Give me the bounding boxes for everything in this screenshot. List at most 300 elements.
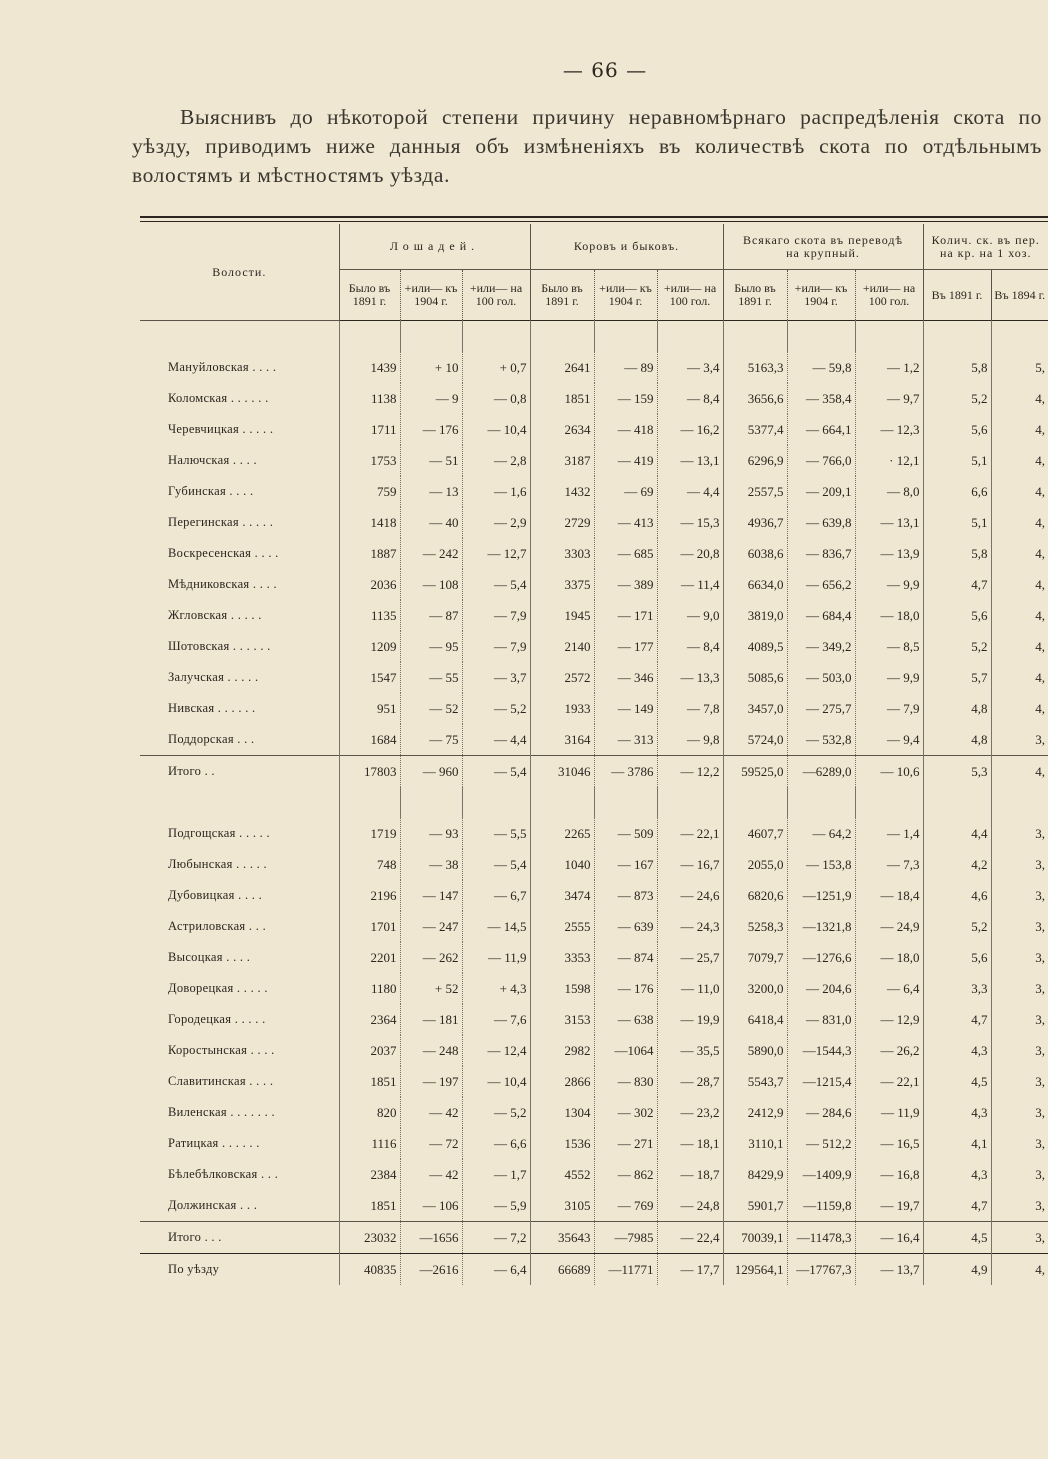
cell-c100: — 28,7: [657, 1066, 723, 1097]
cell-p91: 5,2: [923, 631, 991, 662]
cell-p94: 4,: [991, 631, 1048, 662]
cell-a91: 6038,6: [723, 538, 787, 569]
cell-c91: 4552: [530, 1159, 594, 1190]
volost-name: Налючская . . . .: [168, 453, 257, 467]
cell-a91: 5543,7: [723, 1066, 787, 1097]
cell-h100: — 2,9: [462, 507, 530, 538]
group-1-total: [140, 756, 1048, 788]
cell-a91: 59525,0: [723, 756, 787, 788]
cell-c91: 3187: [530, 445, 594, 476]
cell-c04: — 509: [594, 818, 657, 849]
cell-p94: 3,: [991, 973, 1048, 1004]
table-row: [140, 1097, 1048, 1128]
cell-p94: 3,: [991, 1128, 1048, 1159]
cell-c04: — 389: [594, 569, 657, 600]
table-row: [140, 849, 1048, 880]
cell-c91: 2634: [530, 414, 594, 445]
volost-name: Нивская . . . . . .: [168, 701, 256, 715]
cell-p91: 4,3: [923, 1035, 991, 1066]
cell-h100: — 6,7: [462, 880, 530, 911]
cell-a100: — 18,0: [855, 942, 923, 973]
cell-a91: 5724,0: [723, 724, 787, 756]
table-row: [140, 1190, 1048, 1222]
group-header-all-cattle: Всякаго скота въ переводѣ на крупный.: [723, 224, 923, 270]
cell-p91: 5,8: [923, 352, 991, 383]
volost-name: Любынская . . . . .: [168, 857, 267, 871]
cell-c04: — 638: [594, 1004, 657, 1035]
cell-c04: — 639: [594, 911, 657, 942]
cell-p91: 6,6: [923, 476, 991, 507]
cell-c04: — 769: [594, 1190, 657, 1222]
cell-c04: — 830: [594, 1066, 657, 1097]
cell-c100: — 23,2: [657, 1097, 723, 1128]
cell-a100: — 19,7: [855, 1190, 923, 1222]
cell-p91: 5,6: [923, 414, 991, 445]
cell-a04: — 153,8: [787, 849, 855, 880]
table-row: [140, 662, 1048, 693]
cell-h91: 1439: [339, 352, 400, 383]
cell-p91: 4,7: [923, 1004, 991, 1035]
volost-name: Коростынская . . . .: [168, 1043, 275, 1057]
subheader-all-1891: Было въ 1891 г.: [723, 270, 787, 321]
cell-c04: — 89: [594, 352, 657, 383]
cell-a100: — 22,1: [855, 1066, 923, 1097]
cell-c91: 1432: [530, 476, 594, 507]
cell-a91: 5258,3: [723, 911, 787, 942]
cell-p94: 4,: [991, 445, 1048, 476]
cell-p91: 5,2: [923, 911, 991, 942]
subheader-horses-1891: Было въ 1891 г.: [339, 270, 400, 321]
cell-h04: —1656: [400, 1222, 462, 1254]
cell-c91: 1851: [530, 383, 594, 414]
cell-a04: — 209,1: [787, 476, 855, 507]
cell-c04: — 346: [594, 662, 657, 693]
cell-h04: + 10: [400, 352, 462, 383]
cell-c100: — 35,5: [657, 1035, 723, 1066]
cell-c91: 1933: [530, 693, 594, 724]
cell-p91: 5,1: [923, 445, 991, 476]
cell-h04: — 13: [400, 476, 462, 507]
cell-c100: — 18,1: [657, 1128, 723, 1159]
volost-name: Коломская . . . . . .: [168, 391, 269, 405]
group-header-per-household: Колич. ск. въ пер. на кр. на 1 хоз.: [923, 224, 1048, 270]
cell-h91: 2037: [339, 1035, 400, 1066]
cell-h100: + 4,3: [462, 973, 530, 1004]
cell-a100: — 9,7: [855, 383, 923, 414]
subheader-horses-pct: +или— на 100 гол.: [462, 270, 530, 321]
cell-p91: 4,7: [923, 569, 991, 600]
cell-h04: — 147: [400, 880, 462, 911]
cell-a91: 2055,0: [723, 849, 787, 880]
cell-a04: —17767,3: [787, 1254, 855, 1286]
cell-p94: 4,: [991, 476, 1048, 507]
cell-p91: 3,3: [923, 973, 991, 1004]
cell-h04: — 87: [400, 600, 462, 631]
cell-h100: — 2,8: [462, 445, 530, 476]
cell-c100: — 22,4: [657, 1222, 723, 1254]
cell-c04: — 171: [594, 600, 657, 631]
cell-c100: — 19,9: [657, 1004, 723, 1035]
cell-h04: — 52: [400, 693, 462, 724]
cell-c91: 31046: [530, 756, 594, 788]
cell-a100: — 9,9: [855, 662, 923, 693]
cell-a100: — 11,9: [855, 1097, 923, 1128]
cell-c91: 2866: [530, 1066, 594, 1097]
cell-c100: — 24,8: [657, 1190, 723, 1222]
cell-a04: — 349,2: [787, 631, 855, 662]
cell-c91: 3303: [530, 538, 594, 569]
cell-a04: —1159,8: [787, 1190, 855, 1222]
cell-c04: — 418: [594, 414, 657, 445]
cell-h91: 1887: [339, 538, 400, 569]
cell-a91: 6634,0: [723, 569, 787, 600]
cell-a100: — 9,9: [855, 569, 923, 600]
cell-a91: 4607,7: [723, 818, 787, 849]
page-number: — 66 —: [562, 58, 648, 82]
cell-h91: 759: [339, 476, 400, 507]
cell-p94: 4,: [991, 756, 1048, 788]
cell-c100: — 13,1: [657, 445, 723, 476]
cell-h100: — 5,2: [462, 1097, 530, 1128]
cell-h100: — 12,7: [462, 538, 530, 569]
cell-p91: 4,3: [923, 1159, 991, 1190]
cell-a91: 5890,0: [723, 1035, 787, 1066]
cell-c04: — 159: [594, 383, 657, 414]
cell-a04: — 836,7: [787, 538, 855, 569]
total-row: [140, 1222, 1048, 1254]
group-2-total: [140, 1222, 1048, 1254]
cell-c91: 2265: [530, 818, 594, 849]
cell-p91: 4,7: [923, 1190, 991, 1222]
cell-a04: — 204,6: [787, 973, 855, 1004]
volost-name: Городецкая . . . . .: [168, 1012, 266, 1026]
cell-c100: — 8,4: [657, 631, 723, 662]
table-row: [140, 352, 1048, 383]
cell-a04: — 275,7: [787, 693, 855, 724]
cell-h100: — 10,4: [462, 414, 530, 445]
table-row: [140, 880, 1048, 911]
cattle-change-table: [140, 224, 1048, 1285]
cell-h04: — 176: [400, 414, 462, 445]
table-row: [140, 507, 1048, 538]
cell-h91: 23032: [339, 1222, 400, 1254]
cell-p91: 4,8: [923, 724, 991, 756]
cell-p91: 5,1: [923, 507, 991, 538]
cell-h91: 2036: [339, 569, 400, 600]
cell-p94: 3,: [991, 1066, 1048, 1097]
cell-a100: — 7,9: [855, 693, 923, 724]
cell-h91: 1116: [339, 1128, 400, 1159]
table-row: [140, 1159, 1048, 1190]
cell-h100: — 7,6: [462, 1004, 530, 1035]
cell-p94: 5,: [991, 352, 1048, 383]
cell-h100: — 6,6: [462, 1128, 530, 1159]
cell-p94: 4,: [991, 1254, 1048, 1286]
subheader-cows-1904: +или— къ 1904 г.: [594, 270, 657, 321]
subheader-horses-1904: +или— къ 1904 г.: [400, 270, 462, 321]
cell-a91: 6418,4: [723, 1004, 787, 1035]
cell-p94: 3,: [991, 724, 1048, 756]
cell-h100: — 11,9: [462, 942, 530, 973]
cell-c91: 2729: [530, 507, 594, 538]
cell-a100: — 16,4: [855, 1222, 923, 1254]
cell-p94: 4,: [991, 662, 1048, 693]
cell-p94: 3,: [991, 942, 1048, 973]
table-row: [140, 1035, 1048, 1066]
cell-a91: 7079,7: [723, 942, 787, 973]
cell-a100: — 16,8: [855, 1159, 923, 1190]
cell-c04: — 862: [594, 1159, 657, 1190]
cell-a04: — 664,1: [787, 414, 855, 445]
cell-a91: 5901,7: [723, 1190, 787, 1222]
cell-c100: — 16,7: [657, 849, 723, 880]
table-row: [140, 414, 1048, 445]
cell-h04: — 38: [400, 849, 462, 880]
subheader-per-1891: Въ 1891 г.: [923, 270, 991, 321]
cell-a04: — 766,0: [787, 445, 855, 476]
cell-h91: 1684: [339, 724, 400, 756]
cell-c91: 3375: [530, 569, 594, 600]
cell-c04: — 69: [594, 476, 657, 507]
cell-c91: 66689: [530, 1254, 594, 1286]
cell-c04: — 271: [594, 1128, 657, 1159]
cell-h91: 1135: [339, 600, 400, 631]
cell-p94: 3,: [991, 1222, 1048, 1254]
volost-name: Жгловская . . . . .: [168, 608, 262, 622]
cell-h04: — 42: [400, 1159, 462, 1190]
subheader-cows-pct: +или— на 100 гол.: [657, 270, 723, 321]
cell-a100: — 13,9: [855, 538, 923, 569]
cell-c04: — 3786: [594, 756, 657, 788]
cell-c91: 1536: [530, 1128, 594, 1159]
cell-h100: — 5,9: [462, 1190, 530, 1222]
volost-name: Бѣлебѣлковская . . .: [168, 1167, 279, 1181]
cell-a04: —1321,8: [787, 911, 855, 942]
cell-c100: — 25,7: [657, 942, 723, 973]
cell-a04: —6289,0: [787, 756, 855, 788]
cell-a04: — 284,6: [787, 1097, 855, 1128]
cell-c91: 3353: [530, 942, 594, 973]
cell-c91: 2982: [530, 1035, 594, 1066]
cell-c100: — 20,8: [657, 538, 723, 569]
cell-a04: —1215,4: [787, 1066, 855, 1097]
table-row: [140, 942, 1048, 973]
cell-h04: — 960: [400, 756, 462, 788]
volost-name: Должинская . . .: [168, 1198, 258, 1212]
cell-a91: 129564,1: [723, 1254, 787, 1286]
cell-h91: 1209: [339, 631, 400, 662]
cell-h100: — 14,5: [462, 911, 530, 942]
cell-h04: — 95: [400, 631, 462, 662]
cell-h91: 951: [339, 693, 400, 724]
cell-c04: — 685: [594, 538, 657, 569]
cell-c04: — 177: [594, 631, 657, 662]
cell-c04: — 302: [594, 1097, 657, 1128]
volost-name: Мануйловская . . . .: [168, 360, 277, 374]
cell-a100: — 1,4: [855, 818, 923, 849]
cell-c04: — 419: [594, 445, 657, 476]
intro-paragraph: Выяснивъ до нѣкоторой степени причину неравномѣрнаго распредѣленія скота по уѣзду, приводимъ ниже данныя объ измѣненіяхъ въ количествѣ скота по отдѣльнымъ волостямъ и мѣстностямъ уѣзда.: [132, 105, 1042, 187]
cell-h100: — 3,7: [462, 662, 530, 693]
cell-h04: + 52: [400, 973, 462, 1004]
cell-p94: 4,: [991, 414, 1048, 445]
cell-p91: 4,5: [923, 1222, 991, 1254]
cell-c91: 3164: [530, 724, 594, 756]
cell-h04: — 247: [400, 911, 462, 942]
cell-h91: 1418: [339, 507, 400, 538]
cell-c04: — 167: [594, 849, 657, 880]
cell-h04: — 197: [400, 1066, 462, 1097]
volost-name: Губинская . . . .: [168, 484, 254, 498]
volost-name: Итого . . .: [168, 1230, 222, 1244]
district-total: [140, 1254, 1048, 1286]
cell-h91: 17803: [339, 756, 400, 788]
cell-p94: 3,: [991, 1190, 1048, 1222]
volost-name: Залучская . . . . .: [168, 670, 259, 684]
cell-c100: — 4,4: [657, 476, 723, 507]
cell-h100: — 4,4: [462, 724, 530, 756]
subheader-cows-1891: Было въ 1891 г.: [530, 270, 594, 321]
cell-h100: — 6,4: [462, 1254, 530, 1286]
cell-a91: 5163,3: [723, 352, 787, 383]
cell-a91: 6296,9: [723, 445, 787, 476]
cell-a100: — 16,5: [855, 1128, 923, 1159]
cell-p94: 4,: [991, 569, 1048, 600]
cell-h91: 1701: [339, 911, 400, 942]
table-row: [140, 1128, 1048, 1159]
cell-p94: 4,: [991, 383, 1048, 414]
cell-c100: — 17,7: [657, 1254, 723, 1286]
table-row: [140, 631, 1048, 662]
cell-a04: — 64,2: [787, 818, 855, 849]
cell-p91: 4,4: [923, 818, 991, 849]
subheader-all-1904: +или— къ 1904 г.: [787, 270, 855, 321]
cell-p91: 4,1: [923, 1128, 991, 1159]
cell-h04: — 106: [400, 1190, 462, 1222]
cell-a100: — 7,3: [855, 849, 923, 880]
cell-h100: — 5,4: [462, 569, 530, 600]
cell-p91: 5,3: [923, 756, 991, 788]
cell-c04: — 874: [594, 942, 657, 973]
cell-p94: 3,: [991, 818, 1048, 849]
cell-c04: — 313: [594, 724, 657, 756]
cell-a04: — 512,2: [787, 1128, 855, 1159]
cell-a91: 8429,9: [723, 1159, 787, 1190]
cell-c100: — 16,2: [657, 414, 723, 445]
cell-p91: 4,2: [923, 849, 991, 880]
cell-a04: — 639,8: [787, 507, 855, 538]
spacer: [140, 787, 1048, 818]
cell-a100: — 18,0: [855, 600, 923, 631]
volost-name: Астриловская . . .: [168, 919, 267, 933]
cell-a100: — 10,6: [855, 756, 923, 788]
total-row: [140, 756, 1048, 788]
cell-h100: — 5,5: [462, 818, 530, 849]
cell-a100: · 12,1: [855, 445, 923, 476]
cell-c91: 3105: [530, 1190, 594, 1222]
cell-a91: 4089,5: [723, 631, 787, 662]
cell-h91: 1138: [339, 383, 400, 414]
volost-name: Мѣдниковская . . . .: [168, 577, 277, 591]
cell-h91: 820: [339, 1097, 400, 1128]
cell-p91: 5,2: [923, 383, 991, 414]
volost-name: Доворецкая . . . . .: [168, 981, 268, 995]
cell-p94: 3,: [991, 849, 1048, 880]
cell-h04: — 242: [400, 538, 462, 569]
cell-h100: — 1,7: [462, 1159, 530, 1190]
cell-c91: 35643: [530, 1222, 594, 1254]
volost-name: Шотовская . . . . . .: [168, 639, 271, 653]
cell-h04: — 108: [400, 569, 462, 600]
cell-c100: — 7,8: [657, 693, 723, 724]
cell-p91: 4,9: [923, 1254, 991, 1286]
cell-a04: —1544,3: [787, 1035, 855, 1066]
volost-name: Перегинская . . . . .: [168, 515, 274, 529]
table-row: [140, 476, 1048, 507]
table-row: [140, 1004, 1048, 1035]
cell-a04: — 656,2: [787, 569, 855, 600]
cell-c91: 1304: [530, 1097, 594, 1128]
cell-p94: 3,: [991, 1159, 1048, 1190]
cell-h04: — 40: [400, 507, 462, 538]
cell-h04: — 181: [400, 1004, 462, 1035]
table-top-rule: [140, 216, 1048, 218]
cell-h100: — 7,2: [462, 1222, 530, 1254]
cell-h91: 2364: [339, 1004, 400, 1035]
cell-h100: — 0,8: [462, 383, 530, 414]
cell-a04: —1276,6: [787, 942, 855, 973]
cell-c100: — 13,3: [657, 662, 723, 693]
cell-p94: 4,: [991, 538, 1048, 569]
cell-a100: — 8,5: [855, 631, 923, 662]
cell-h91: 1180: [339, 973, 400, 1004]
table-row: [140, 1066, 1048, 1097]
group-header-cows: Коровъ и быковъ.: [530, 224, 723, 270]
cell-a91: 2557,5: [723, 476, 787, 507]
volost-name: По уѣзду: [168, 1262, 220, 1276]
cell-a04: —11478,3: [787, 1222, 855, 1254]
cell-h04: — 9: [400, 383, 462, 414]
cell-a100: — 1,2: [855, 352, 923, 383]
volost-name: Поддорская . . .: [168, 732, 255, 746]
cell-c100: — 24,6: [657, 880, 723, 911]
cell-c100: — 15,3: [657, 507, 723, 538]
cell-c04: — 873: [594, 880, 657, 911]
cell-a04: —1251,9: [787, 880, 855, 911]
cell-h91: 2201: [339, 942, 400, 973]
subheader-all-pct: +или— на 100 гол.: [855, 270, 923, 321]
table-row: [140, 600, 1048, 631]
cell-h100: — 7,9: [462, 631, 530, 662]
cell-a91: 4936,7: [723, 507, 787, 538]
cell-c04: — 413: [594, 507, 657, 538]
cell-h100: — 1,6: [462, 476, 530, 507]
group-1-rows: [140, 352, 1048, 756]
cell-a91: 3457,0: [723, 693, 787, 724]
table-row: [140, 818, 1048, 849]
cell-h91: 1547: [339, 662, 400, 693]
cell-h91: 1851: [339, 1066, 400, 1097]
cell-p91: 5,7: [923, 662, 991, 693]
spacer-row: [140, 321, 1048, 353]
cell-c91: 1598: [530, 973, 594, 1004]
volost-name: Черевчицкая . . . . .: [168, 422, 274, 436]
cell-p94: 4,: [991, 600, 1048, 631]
cell-a100: — 9,4: [855, 724, 923, 756]
cell-p94: 3,: [991, 911, 1048, 942]
cell-a100: — 26,2: [855, 1035, 923, 1066]
cell-a91: 70039,1: [723, 1222, 787, 1254]
